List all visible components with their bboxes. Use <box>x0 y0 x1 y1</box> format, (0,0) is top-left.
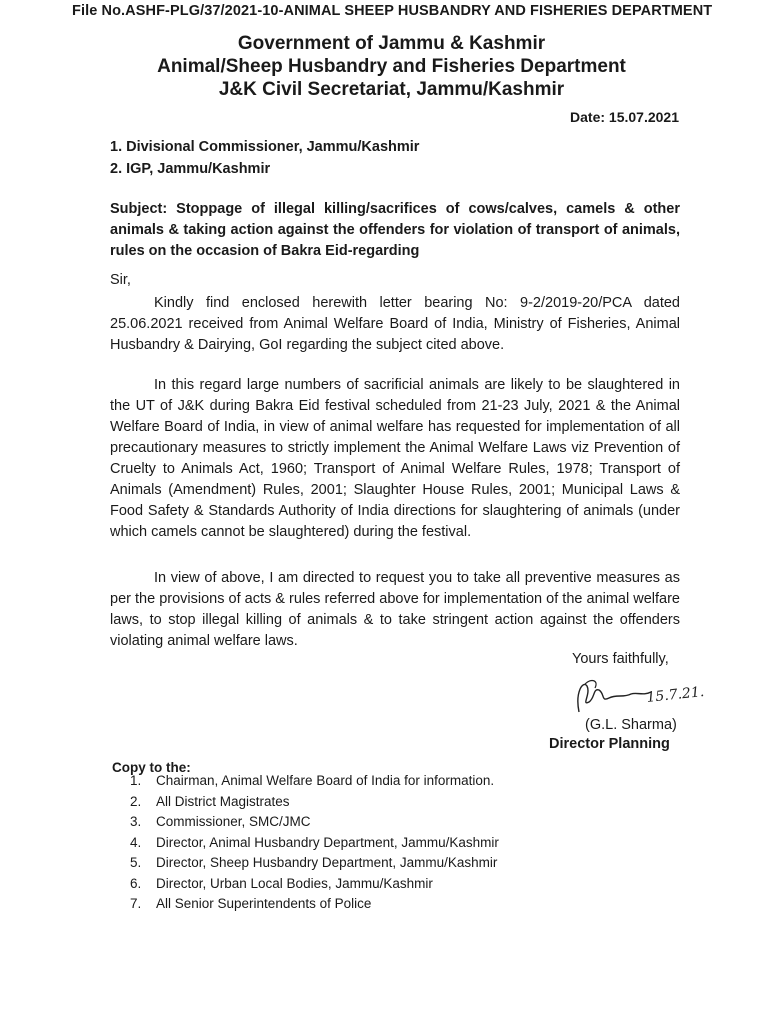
header-department: Animal/Sheep Husbandry and Fisheries Department <box>157 56 626 77</box>
list-item: 1. Chairman, Animal Welfare Board of India for information. <box>130 773 495 788</box>
header-secretariat: J&K Civil Secretariat, Jammu/Kashmir <box>218 79 565 100</box>
list-item: 3. Commissioner, SMC/JMC <box>130 814 311 829</box>
list-item: 7. All Senior Superintendents of Police <box>130 896 372 911</box>
addressee-1: 1. Divisional Commissioner, Jammu/Kashmir <box>110 139 420 155</box>
addressee-2: 2. IGP, Jammu/Kashmir <box>110 161 271 177</box>
svg-text:15.7.21.: 15.7.21. <box>645 684 705 706</box>
body-paragraph-2: In this regard large numbers of sacrificial animals are likely to be slaughtered in the UT of J&K during Bakra Eid festival scheduled from 21-23 July, 2021 & the Animal Welfare Board of India, in view of animal welfare has requested for implementation of all precautionary measures to strictly implement the Animal Welfare Laws viz Prevention of Cruelty to Animals Act, 1960; Transport of Animal Welfare Rules, 1978; Transport of Animals (Amendment) Rules, 2001; Slaughter House Rules, 2001; Municipal Laws & Food Safety & Standards Authority of India directions for slaughtering of animals (under which camels cannot be slaughtered) during the festival. <box>110 377 680 540</box>
subject-line: Subject: Stoppage of illegal killing/sacrifices of cows/calves, camels & other animals & taking action against the offenders for violation of transport of animals, rules on the occasion of Bakra Eid-regarding <box>110 201 680 259</box>
list-item: 5. Director, Sheep Husbandry Department, Jammu/Kashmir <box>130 855 498 870</box>
signatory-name: (G.L. Sharma) <box>585 717 677 733</box>
header-government: Government of Jammu & Kashmir <box>237 33 546 54</box>
signatory-designation: Director Planning <box>549 736 670 752</box>
body-paragraph-1: Kindly find enclosed herewith letter bearing No: 9-2/2019-20/PCA dated 25.06.2021 received from Animal Welfare Board of India, Ministry of Fisheries, Animal Husbandry & Dairying, GoI regarding the subject cited above. <box>110 295 680 353</box>
copy-to-list <box>130 771 499 915</box>
closing: Yours faithfully, <box>572 651 669 667</box>
salutation: Sir, <box>110 272 131 288</box>
list-item: 2. All District Magistrates <box>130 793 290 809</box>
list-item: 6. Director, Urban Local Bodies, Jammu/Kashmir <box>130 875 433 891</box>
copy-to-title: Copy to the: <box>112 760 191 775</box>
letter-date: Date: 15.07.2021 <box>570 109 679 125</box>
list-item: 4. Director, Animal Husbandry Department, Jammu/Kashmir <box>130 834 499 850</box>
body-paragraph-3: In view of above, I am directed to request you to take all preventive measures as per the provisions of acts & rules referred above for implementation of the animal welfare laws, to stop illegal killing of animals & to take stringent action against the offenders violating animal welfare laws. <box>110 570 680 649</box>
file-number: File No.ASHF-PLG/37/2021-10-ANIMAL SHEEP HUSBANDRY AND FISHERIES DEPARTMENT <box>72 3 713 19</box>
handwritten-signature <box>565 672 705 722</box>
